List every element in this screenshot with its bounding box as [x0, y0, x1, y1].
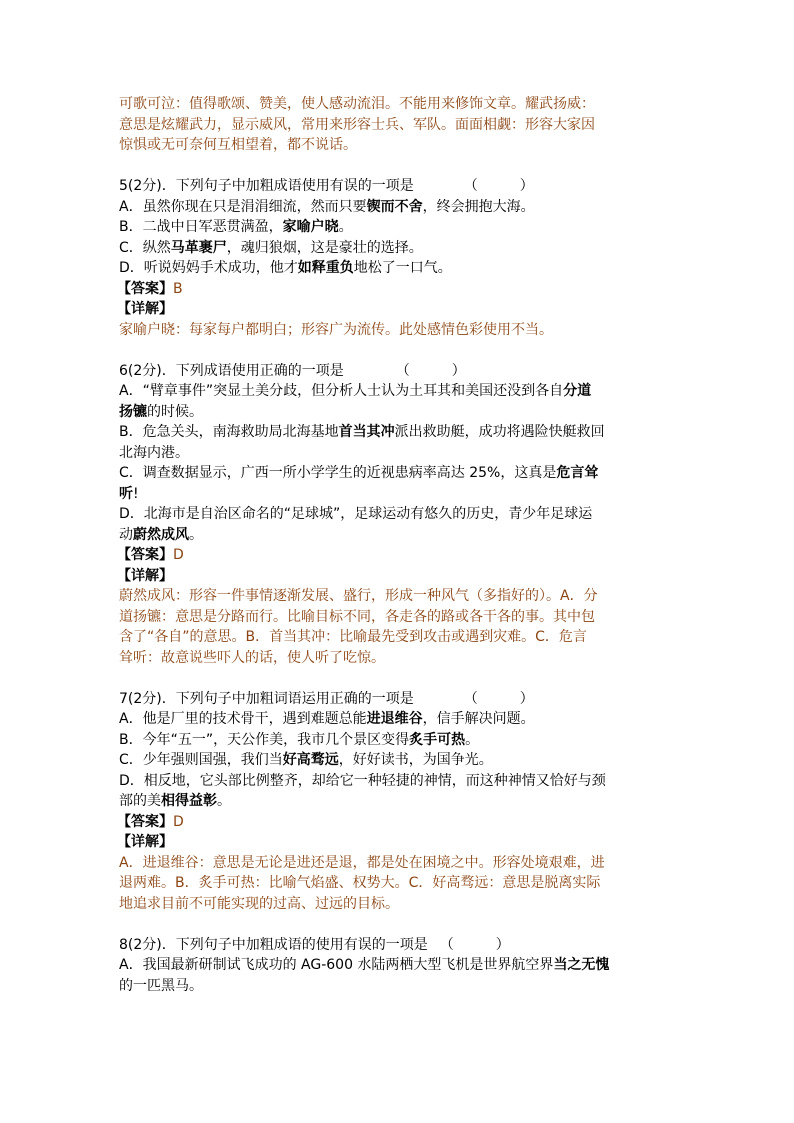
text-fragment: 【详解】 — [117, 567, 173, 584]
text-fragment: D — [173, 813, 184, 830]
bold-idiom: 听 — [119, 485, 133, 502]
question-5-explanation: 家喻户晓：每家每户都明白；形容广为流传。此处感情色彩使用不当。 — [119, 321, 553, 338]
question-7-option-a — [119, 709, 679, 730]
question-6-option-d: D．北海市是自治区命名的“足球城”，足球运动有悠久的历史，青少年足球运 — [119, 506, 593, 522]
bold-idiom: 危言耸 — [556, 465, 599, 481]
text-fragment: 部的美 — [119, 793, 161, 809]
answer-blank: （ ） — [439, 936, 510, 953]
text-fragment: C．纵然 — [119, 239, 171, 256]
bold-idiom: 扬镳 — [119, 403, 147, 420]
question-8-option-a — [119, 955, 679, 976]
question-6-option-b — [119, 422, 679, 443]
question-5-option-d — [119, 258, 679, 279]
text-fragment: A．虽然你现在只是涓涓细流，然而只要 — [119, 198, 367, 215]
text-fragment: C．少年强则国强，我们当 — [119, 752, 283, 768]
question-7-explanation: A．进退维谷：意思是无论是进还是退，都是处在困境之中。形容处境艰难，进 — [119, 854, 605, 871]
text-fragment: A．我国最新研制试飞成功的 AG-600 水陆两栖大型飞机是世界航空界 — [119, 957, 554, 973]
explanation-line: 可歌可泣：值得歌颂、赞美，使人感动流泪。不能用来修饰文章。耀武扬威： — [119, 96, 595, 112]
text-fragment: A．他是厂里的技术骨干，遇到难题总能 — [119, 711, 367, 727]
question-7-explain-label — [119, 832, 679, 853]
text-fragment: D — [173, 547, 184, 563]
question-7-answer — [119, 812, 679, 833]
text-fragment: 动 — [119, 526, 133, 543]
question-7-option-c — [119, 750, 679, 771]
text-fragment: 。 — [465, 731, 480, 748]
text-fragment: 8(2分)．下列句子中加粗成语的使用有误的一项是 — [119, 936, 428, 953]
question-6-option-c — [119, 463, 679, 484]
bold-idiom: 炙手可热 — [409, 731, 466, 748]
text-fragment: ! — [133, 485, 139, 502]
question-5-option-a — [119, 197, 679, 218]
question-6-option-d-cont — [119, 525, 679, 546]
text-fragment: A．“臂章事件”突显土美分歧，但分析人士认为土耳其和美国还没到各自 — [119, 383, 564, 399]
question-5-option-c — [119, 238, 679, 259]
bold-idiom: 锲而不舍 — [366, 198, 423, 215]
text-fragment: 派出救助艇，成功将遇险快艇救回 — [394, 424, 605, 440]
question-8-option-a-cont: 的一匹黑马。 — [119, 977, 203, 994]
question-6-option-b-cont: 北海内港。 — [119, 444, 189, 461]
question-6-explain-label — [119, 566, 679, 587]
bold-idiom: 相得益彰 — [161, 793, 217, 809]
question-5-stem — [119, 176, 679, 197]
question-6-option-c-cont — [119, 484, 679, 505]
answer-blank: （ ） — [395, 362, 466, 379]
bold-idiom: 家喻户晓 — [282, 219, 339, 235]
text-fragment: ，魂归狼烟，这是豪壮的选择。 — [226, 239, 423, 256]
bold-idiom: 当之无愧 — [553, 957, 610, 973]
text-fragment: D．听说妈妈手术成功，他才 — [119, 260, 298, 276]
text-fragment: 【详解】 — [117, 834, 173, 850]
document-body — [119, 94, 679, 996]
answer-blank: （ ） — [463, 690, 534, 707]
text-fragment: 6(2分)．下列成语使用正确的一项是 — [119, 362, 344, 379]
text-fragment: C．调查数据显示，广西一所小学学生的近视患病率高达 25%，这真是 — [119, 465, 557, 481]
question-6-explanation: 含了“各自”的意思。B．首当其冲：比喻最先受到攻击或遇到灾难。C．危言 — [119, 629, 587, 645]
text-fragment: 【答案】 — [117, 813, 173, 830]
question-6-explanation: 蔚然成风：形容一件事情逐渐发展、盛行，形成一种风气（多指好的）。A．分 — [119, 588, 598, 604]
question-5-explain-label — [119, 299, 679, 320]
question-6-option-a-cont — [119, 402, 679, 423]
text-fragment: 【答案】 — [117, 547, 173, 563]
question-7-option-d: D．相反地，它头部比例整齐，却给它一种轻捷的神情，而这种神情又恰好与颈 — [119, 772, 606, 789]
bold-idiom: 蔚然成风 — [133, 526, 189, 543]
bold-idiom: 分道 — [563, 383, 592, 399]
text-fragment: 5(2分)．下列句子中加粗成语使用有误的一项是 — [119, 178, 414, 194]
question-6-answer — [119, 545, 679, 566]
question-7-stem — [119, 689, 679, 710]
text-fragment: 的时候。 — [147, 403, 203, 420]
bold-idiom: 马革裹尸 — [170, 239, 227, 256]
question-5-option-b — [119, 217, 679, 238]
question-6-stem — [119, 361, 679, 382]
question-7-explanation: 地追求目前不可能实现的过高、过远的目标。 — [119, 895, 399, 912]
text-fragment: 。 — [338, 219, 353, 235]
question-7-option-b — [119, 730, 679, 751]
text-fragment: 【答案】 — [117, 280, 173, 297]
text-fragment: 地松了一口气。 — [353, 260, 452, 276]
text-fragment: ，好好读书，为国争光。 — [338, 752, 493, 768]
answer-blank: （ ） — [463, 178, 534, 194]
text-fragment: B — [173, 280, 183, 297]
question-5-answer — [119, 279, 679, 300]
text-fragment: 7(2分)．下列句子中加粗词语运用正确的一项是 — [119, 690, 414, 707]
text-fragment: ，终会拥抱大海。 — [422, 198, 535, 215]
bold-idiom: 好高骛远 — [282, 752, 339, 768]
question-7-option-d-cont — [119, 791, 679, 812]
question-6-option-a — [119, 381, 679, 402]
bold-idiom: 如释重负 — [297, 260, 354, 276]
question-7-explanation: 退两难。B．炙手可热：比喻气焰盛、权势大。C．好高骛远：意思是脱离实际 — [119, 875, 601, 891]
bold-idiom: 首当其冲 — [338, 424, 395, 440]
text-fragment: 【详解】 — [117, 301, 173, 317]
question-6-explanation: 道扬镳：意思是分路而行。比喻目标不同，各走各的路或各干各的事。其中包 — [119, 608, 595, 625]
question-6-explanation: 耸听：故意说些吓人的话，使人听了吃惊。 — [119, 649, 385, 666]
text-fragment: B．二战中日军恶贯满盈， — [119, 219, 283, 235]
text-fragment: 。 — [217, 793, 231, 809]
explanation-line: 意思是炫耀武力，显示威风，常用来形容士兵、军队。面面相觑：形容大家因 — [119, 116, 595, 133]
text-fragment: ，信手解决问题。 — [422, 711, 535, 727]
text-fragment: B．危急关头，南海救助局北海基地 — [119, 424, 339, 440]
bold-idiom: 进退维谷 — [366, 711, 423, 727]
text-fragment: 。 — [189, 526, 203, 543]
explanation-line: 惊惧或无可奈何互相望着，都不说话。 — [119, 137, 357, 153]
text-fragment: B．今年“五一”，天公作美，我市几个景区变得 — [119, 731, 410, 748]
question-8-stem — [119, 935, 679, 956]
